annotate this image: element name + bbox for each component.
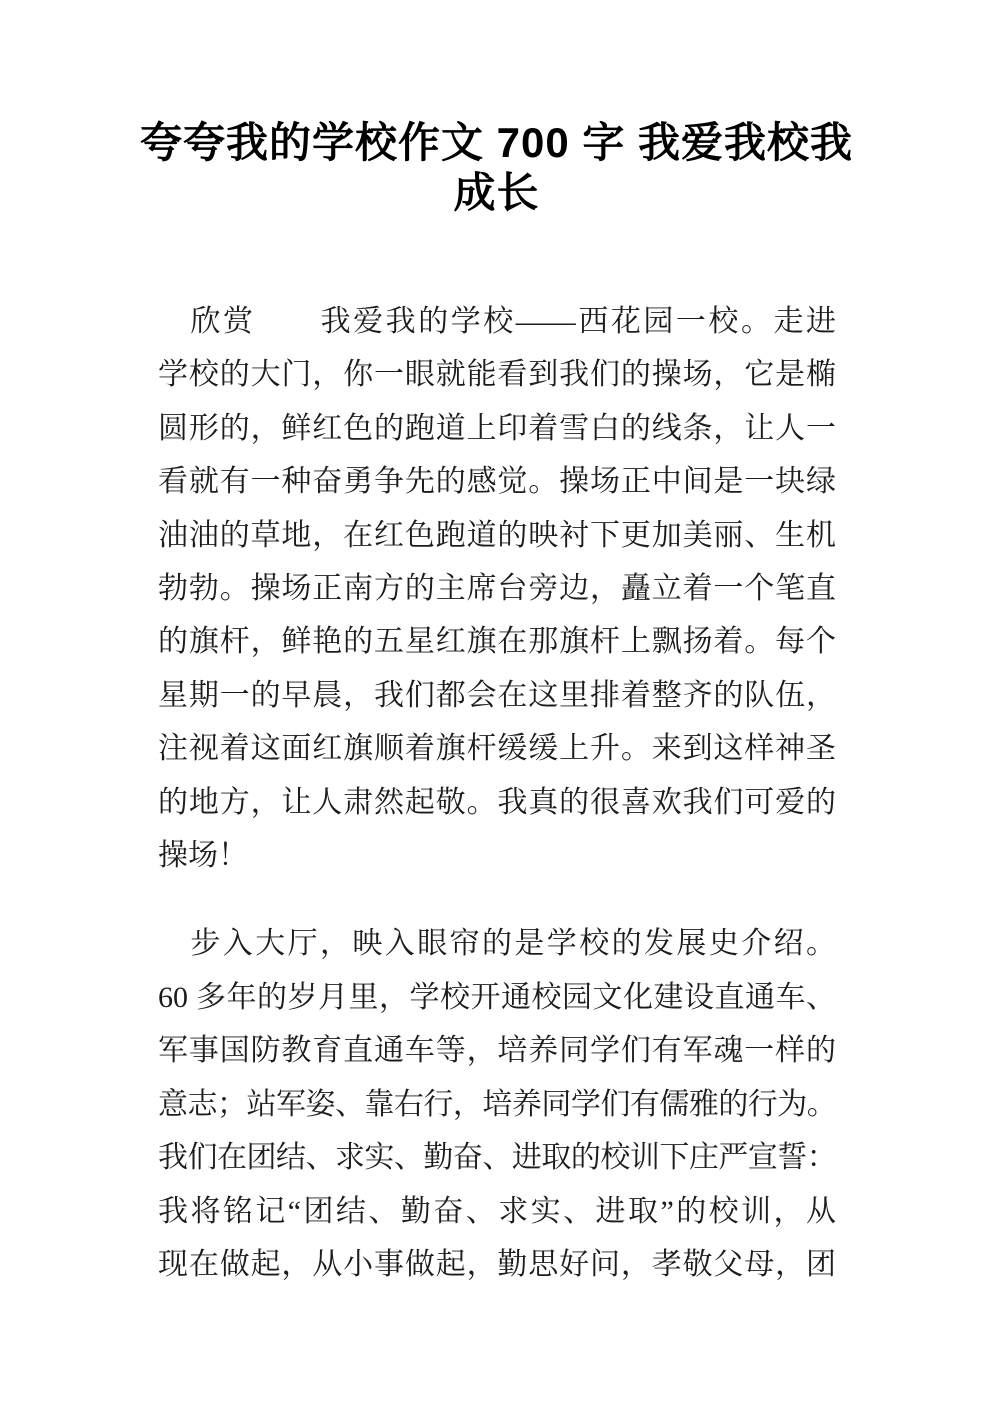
title-line-2: 成长: [453, 169, 540, 216]
text-line: 的旗杆，鲜艳的五星红旗在那旗杆上飘扬着。每个: [158, 625, 836, 659]
text-line: 星期一的早晨，我们都会在这里排着整齐的队伍，: [158, 678, 836, 712]
text-line: 操场！: [158, 839, 248, 873]
text-line: 圆形的，鲜红色的跑道上印着雪白的线条，让人一: [158, 411, 836, 445]
paragraph-1: [158, 295, 836, 882]
text-line: 看就有一种奋勇争先的感觉。操场正中间是一块绿: [158, 465, 836, 499]
text-line: 60 多年的岁月里，学校开通校园文化建设直通车、: [158, 980, 836, 1014]
text-line: 欣赏 我爱我的学校——西花园一校。走进: [158, 305, 836, 338]
title-line-1: 夸夸我的学校作文 700 字 我爱我校我: [139, 119, 854, 166]
document-body: [158, 295, 836, 1291]
document-title: [0, 118, 993, 218]
text-line: 油油的草地，在红色跑道的映衬下更加美丽、生机: [158, 518, 836, 552]
text-line: 我们在团结、求实、勤奋、进取的校训下庄严宣誓：: [158, 1141, 836, 1175]
text-line: 步入大厅，映入眼帘的是学校的发展史介绍。: [158, 927, 836, 961]
text-line: 军事国防教育直通车等，培养同学们有军魂一样的: [158, 1034, 836, 1068]
text-line: 意志；站军姿、靠右行，培养同学们有儒雅的行为。: [158, 1087, 836, 1121]
text-line: 勃勃。操场正南方的主席台旁边，矗立着一个笔直: [158, 572, 836, 606]
text-line: 我将铭记“团结、勤奋、求实、进取”的校训，从: [158, 1194, 836, 1228]
text-line: 的地方，让人肃然起敬。我真的很喜欢我们可爱的: [158, 785, 836, 819]
paragraph-2: [158, 917, 836, 1291]
text-line: 学校的大门，你一眼就能看到我们的操场，它是椭: [158, 358, 836, 392]
text-line: 注视着这面红旗顺着旗杆缓缓上升。来到这样神圣: [158, 732, 836, 766]
text-line: 现在做起，从小事做起，勤思好问，孝敬父母，团: [158, 1247, 836, 1281]
